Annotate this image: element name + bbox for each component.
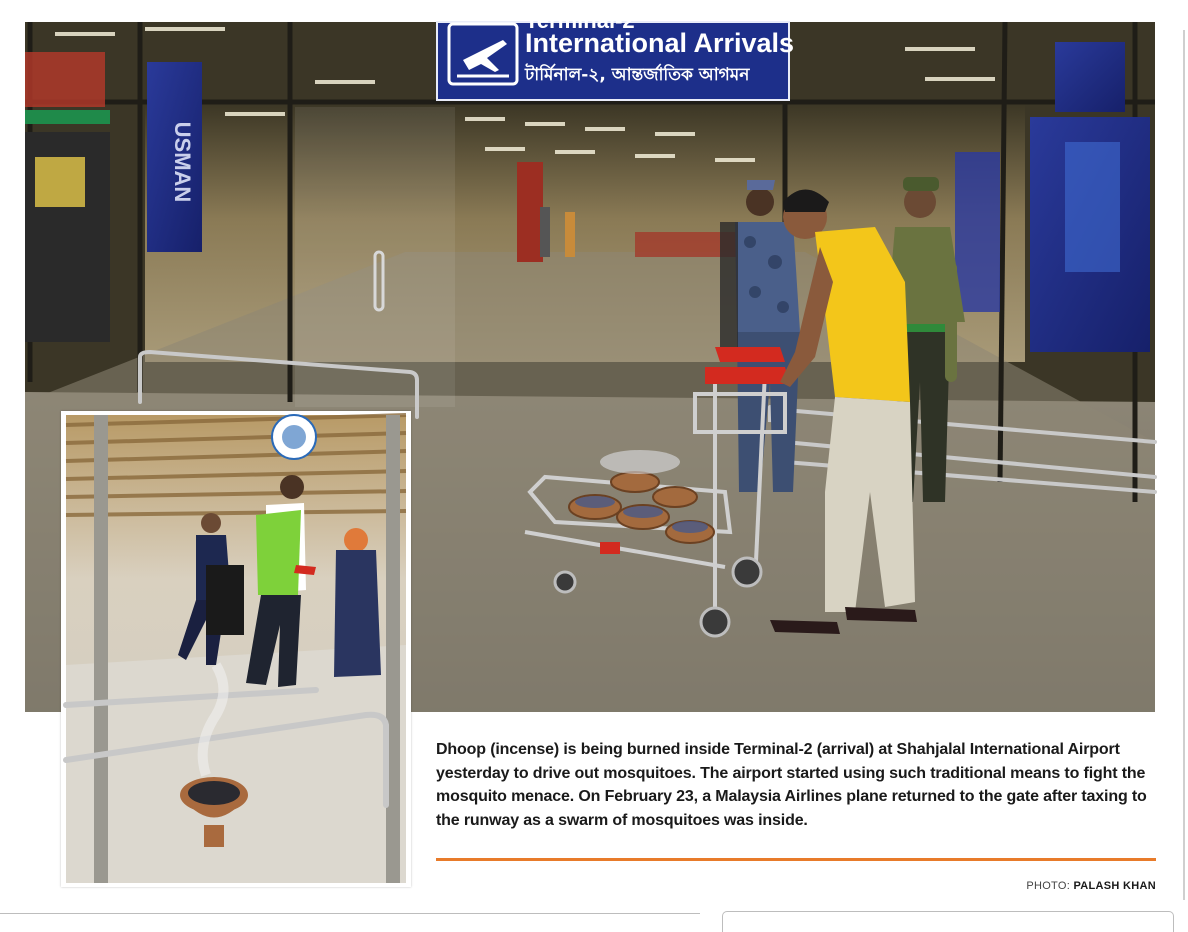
photo-credit-label: PHOTO:: [1026, 880, 1071, 892]
sign-line-arrivals: International Arrivals: [525, 28, 795, 58]
photo-credit-name: PALASH KHAN: [1073, 880, 1156, 892]
page-edge-divider: [1183, 30, 1185, 900]
sign-line-terminal: Terminal-2: [525, 8, 635, 33]
terminal-sign: [437, 8, 794, 100]
inset-photo-scene: [66, 415, 406, 883]
bottom-divider: [0, 913, 700, 914]
inset-photo: [61, 411, 411, 887]
photo-credit: [1026, 880, 1156, 892]
sign-line-bengali: টার্মিনাল-২, আন্তর্জাতিক আগমন: [525, 65, 750, 85]
caption-divider: [436, 858, 1156, 861]
svg-text:USMAN: USMAN: [170, 121, 195, 203]
photo-caption: Dhoop (incense) is being burned inside Terminal-2 (arrival) at Shahjalal International Airport yesterday to drive out mosquitoes. The airport started using such traditional means to fight the mosquito menace. On February 23, a Malaysia Airlines plane returned to the gate after taxing to the runway as a swarm of mosquitoes was inside.: [436, 741, 1147, 829]
next-article-box-edge: [722, 911, 1174, 932]
inset-woman: [334, 528, 381, 677]
